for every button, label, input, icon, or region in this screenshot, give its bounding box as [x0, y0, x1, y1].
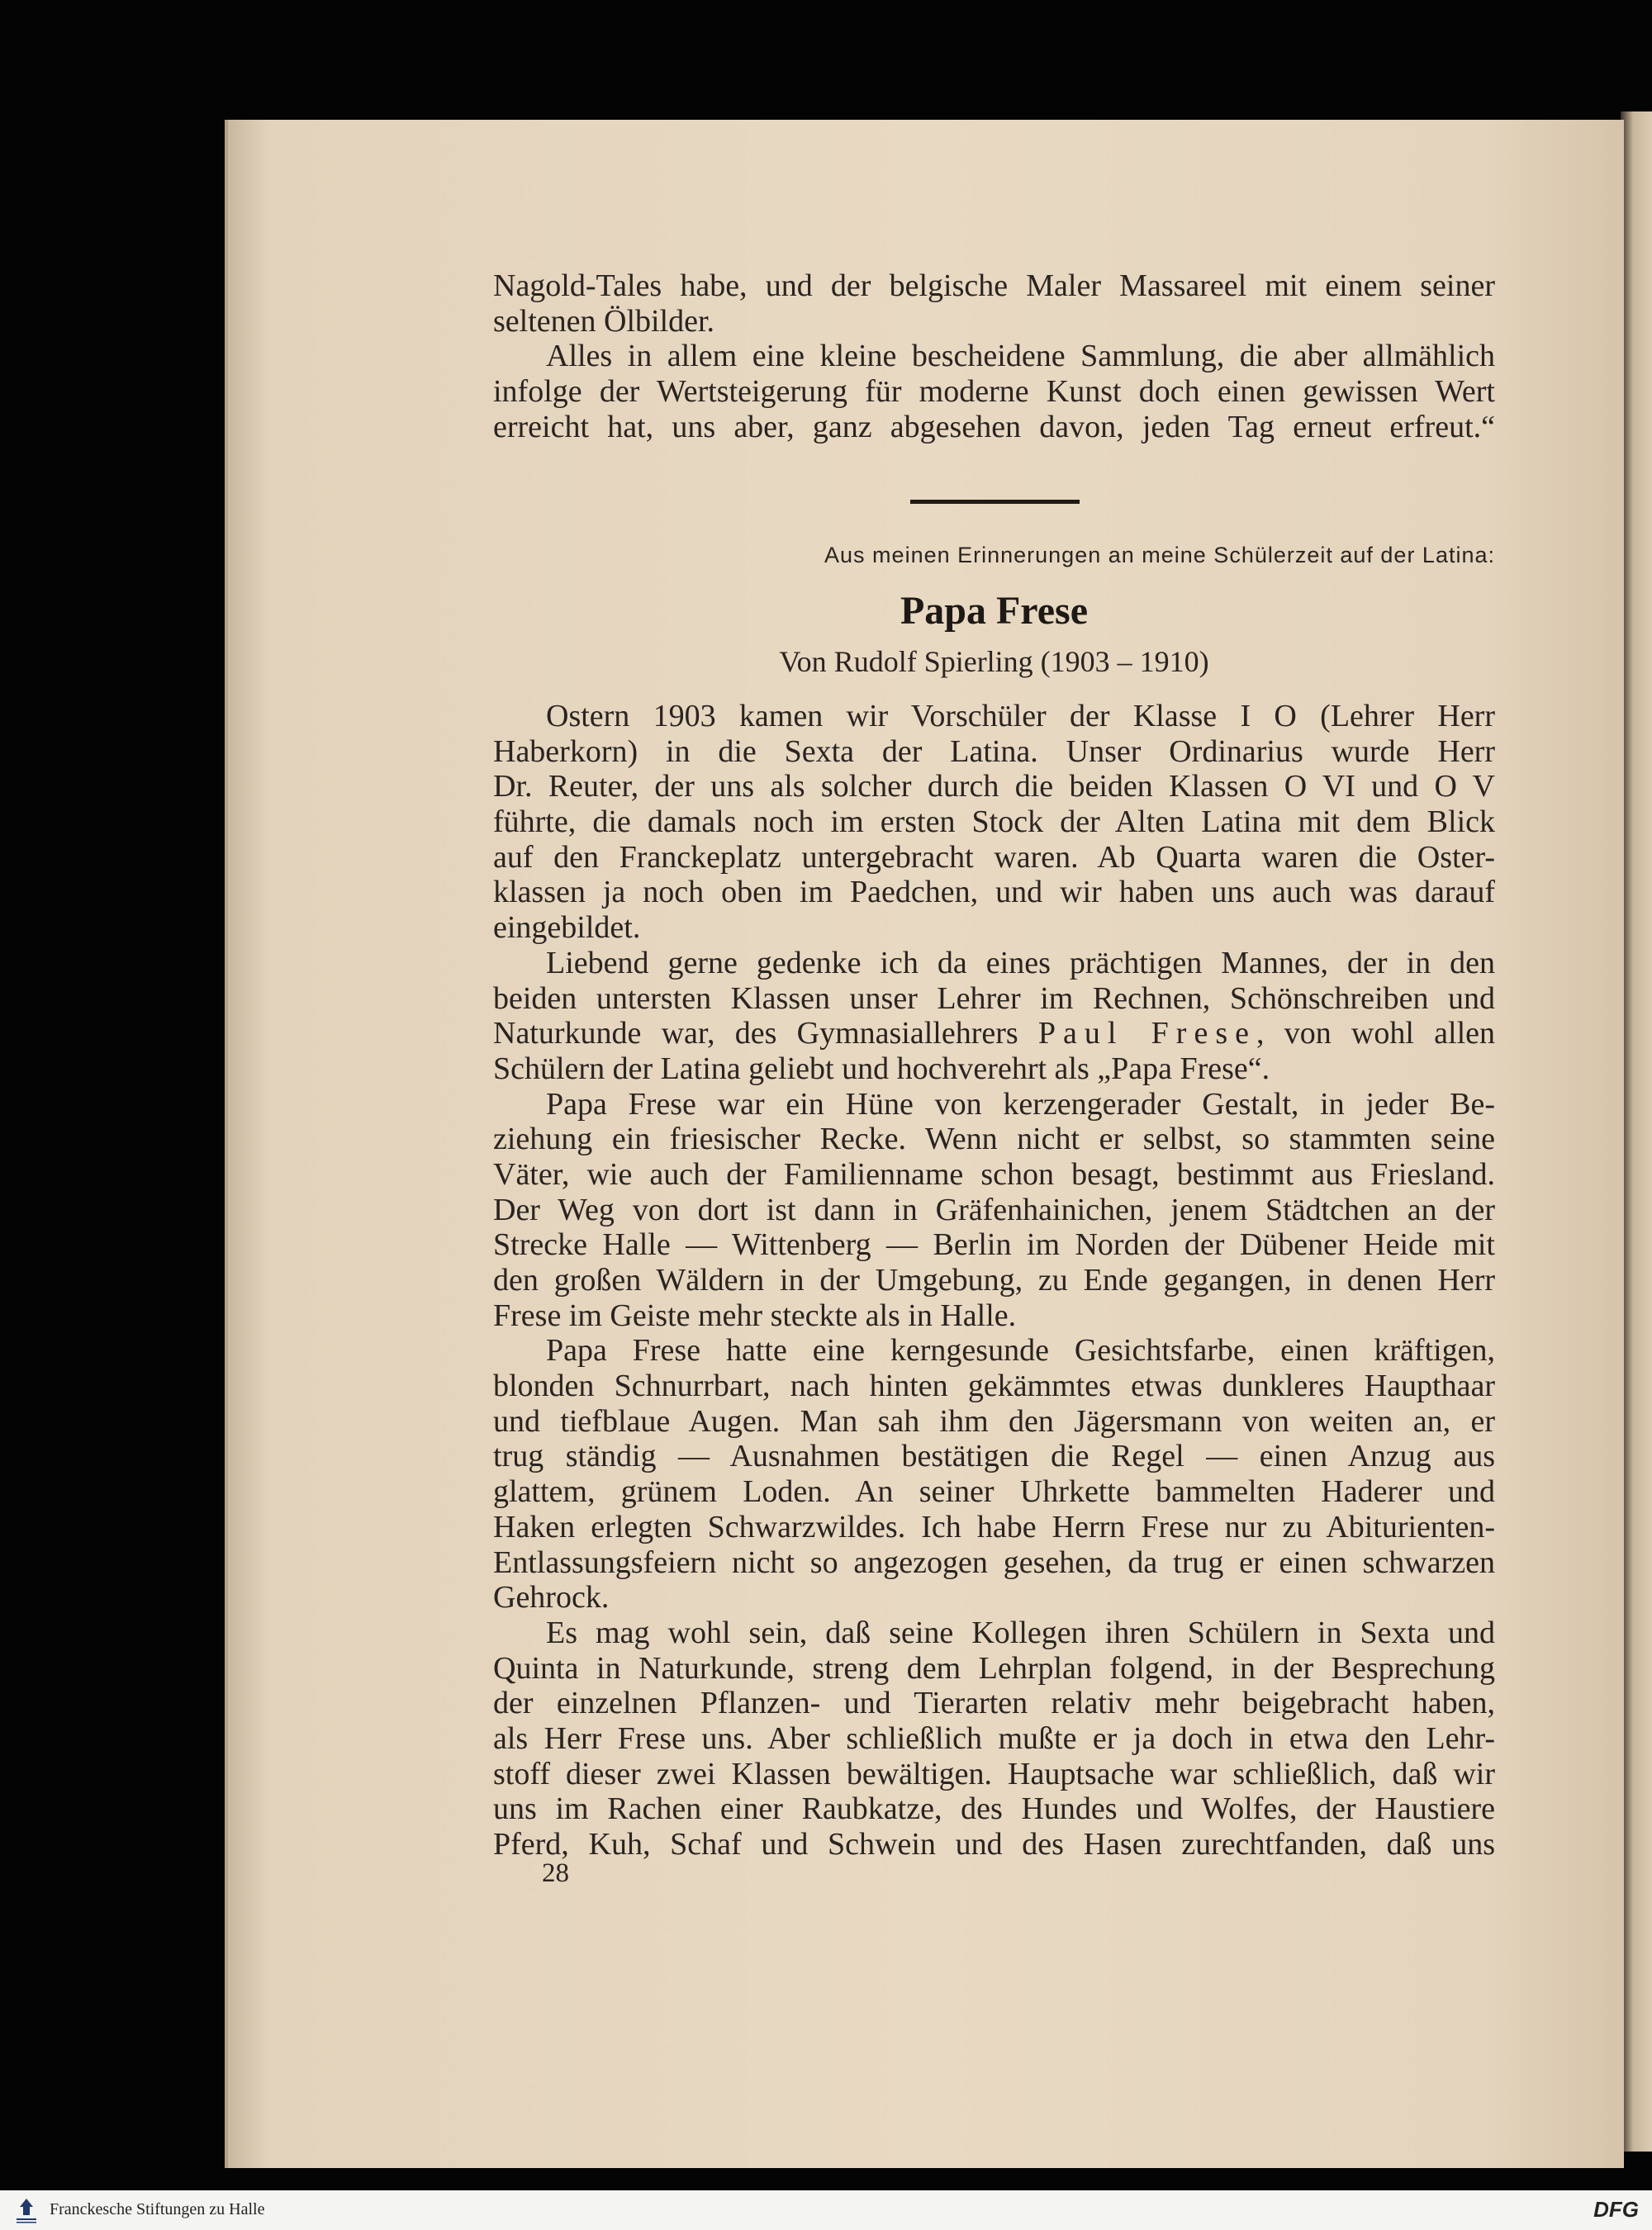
text-line: Haberkorn) in die Sexta der Latina. Unser Ordinarius wurde Herr: [493, 733, 1495, 769]
paragraph-4: [493, 1333, 1495, 1616]
text-line: Alles in allem eine kleine bescheidene Sammlung, die aber allmählich: [546, 339, 1495, 374]
text-line: Liebend gerne gedenke ich da eines prächtigen Mannes, der in den: [546, 945, 1495, 980]
paragraph-3: [493, 1087, 1495, 1334]
text-line: eingebildet.: [493, 910, 641, 946]
text-line: erreicht hat, uns aber, ganz abgesehen davon, jeden Tag erneut erfreut.“: [493, 409, 1495, 444]
text-line: beiden untersten Klassen unser Lehrer im Rechnen, Schönschreiben und: [493, 980, 1495, 1016]
text-line: Papa Frese hatte eine kerngesunde Gesichtsfarbe, einen kräftigen,: [546, 1333, 1495, 1369]
text-line: glattem, grünem Loden. An seiner Uhrkette bammelten Haderer und: [493, 1474, 1495, 1510]
text-line: führte, die damals noch im ersten Stock der Alten Latina mit dem Blick: [493, 804, 1495, 840]
text-fragment: , von wohl allen: [1256, 1016, 1495, 1051]
article-title: Papa Frese: [900, 589, 1089, 633]
text-line: Gehrock.: [493, 1580, 610, 1616]
dfg-logo: DFG: [1593, 2197, 1639, 2222]
text-line: Dr. Reuter, der uns als solcher durch die beiden Klassen O VI und O V: [493, 769, 1495, 804]
text-line: Frese im Geiste mehr steckte als in Halle.: [493, 1298, 1017, 1333]
text-fragment: Naturkunde war, des Gymnasiallehrers: [493, 1016, 1018, 1051]
article-subheading: Aus meinen Erinnerungen an meine Schülerzeit auf der Latina:: [824, 543, 1495, 567]
text-line: infolge der Wertsteigerung für moderne Kunst doch einen gewissen Wert: [493, 374, 1495, 410]
text-line: Der Weg von dort ist dann in Gräfenhainichen, jenem Städtchen an der: [493, 1192, 1495, 1227]
text-line: Väter, wie auch der Familienname schon besagt, bestimmt aus Friesland.: [493, 1156, 1495, 1192]
viewer-footer: [0, 2190, 1652, 2230]
text-line: uns im Rachen einer Raubkatze, des Hundes und Wolfes, der Haustiere: [493, 1791, 1495, 1827]
text-line: seltenen Ölbilder.: [493, 303, 715, 339]
text-line: Ostern 1903 kamen wir Vorschüler der Klasse I O (Lehrer Herr: [546, 699, 1495, 733]
text-line: ziehung ein friesischer Recke. Wenn nicht er selbst, so stammten seine: [493, 1122, 1495, 1157]
article-byline: Von Rudolf Spierling (1903 – 1910): [779, 645, 1209, 678]
text-line: Schülern der Latina geliebt und hochverehrt als „Papa Frese“.: [493, 1051, 1270, 1086]
paragraph-1: [493, 699, 1495, 946]
text-line: als Herr Frese uns. Aber schließlich mußte er ja doch in etwa den Lehr-: [493, 1720, 1495, 1756]
paragraph-5: [493, 1616, 1495, 1862]
text-line: Entlassungsfeiern nicht so angezogen gesehen, da trug er einen schwarzen: [493, 1544, 1495, 1580]
text-line: Strecke Halle — Wittenberg — Berlin im Norden der Dübener Heide mit: [493, 1227, 1495, 1263]
institution-logo-icon: [12, 2194, 41, 2227]
text-line: Es mag wohl sein, daß seine Kollegen ihren Schülern in Sexta und: [546, 1615, 1495, 1650]
text-line: der einzelnen Pflanzen- und Tierarten relativ mehr beigebracht haben,: [493, 1686, 1495, 1721]
text-line: Nagold-Tales habe, und der belgische Maler Massareel mit einem seiner: [493, 268, 1495, 303]
text-line: [493, 1016, 1495, 1051]
text-line: Quinta in Naturkunde, streng dem Lehrplan folgend, in der Besprechung: [493, 1650, 1495, 1686]
spaced-name: Paul Frese: [1037, 1016, 1256, 1051]
text-line: Pferd, Kuh, Schaf und Schwein und des Hasen zurechtfanden, daß uns: [493, 1827, 1495, 1862]
text-line: und tiefblaue Augen. Man sah ihm den Jägersmann von weiten an, er: [493, 1403, 1495, 1439]
text-line: Papa Frese war ein Hüne von kerzengerader Gestalt, in jeder Be-: [546, 1086, 1495, 1122]
book-gutter: [1621, 112, 1652, 2152]
text-line: blonden Schnurrbart, nach hinten gekämmtes etwas dunkleres Haupthaar: [493, 1369, 1495, 1404]
text-line: Haken erlegten Schwarzwildes. Ich habe Herrn Frese nur zu Abiturienten-: [493, 1509, 1495, 1544]
page-number: 28: [542, 1858, 569, 1888]
text-line: auf den Franckeplatz untergebracht waren. Ab Quarta waren die Oster-: [493, 839, 1495, 875]
section-divider: [910, 500, 1080, 504]
paragraph-2: [493, 946, 1495, 1087]
text-line: stoff dieser zwei Klassen bewältigen. Hauptsache war schließlich, daß wir: [493, 1756, 1495, 1791]
body-text: [493, 699, 1495, 1862]
text-line: den großen Wäldern in der Umgebung, zu Ende gegangen, in denen Herr: [493, 1263, 1495, 1298]
text-line: trug ständig — Ausnahmen bestätigen die Regel — einen Anzug aus: [493, 1439, 1495, 1474]
continuation-paragraph: [493, 268, 1495, 444]
institution-name: Franckesche Stiftungen zu Halle: [50, 2200, 265, 2218]
text-line: klassen ja noch oben im Paedchen, und wir haben uns auch was darauf: [493, 875, 1495, 910]
